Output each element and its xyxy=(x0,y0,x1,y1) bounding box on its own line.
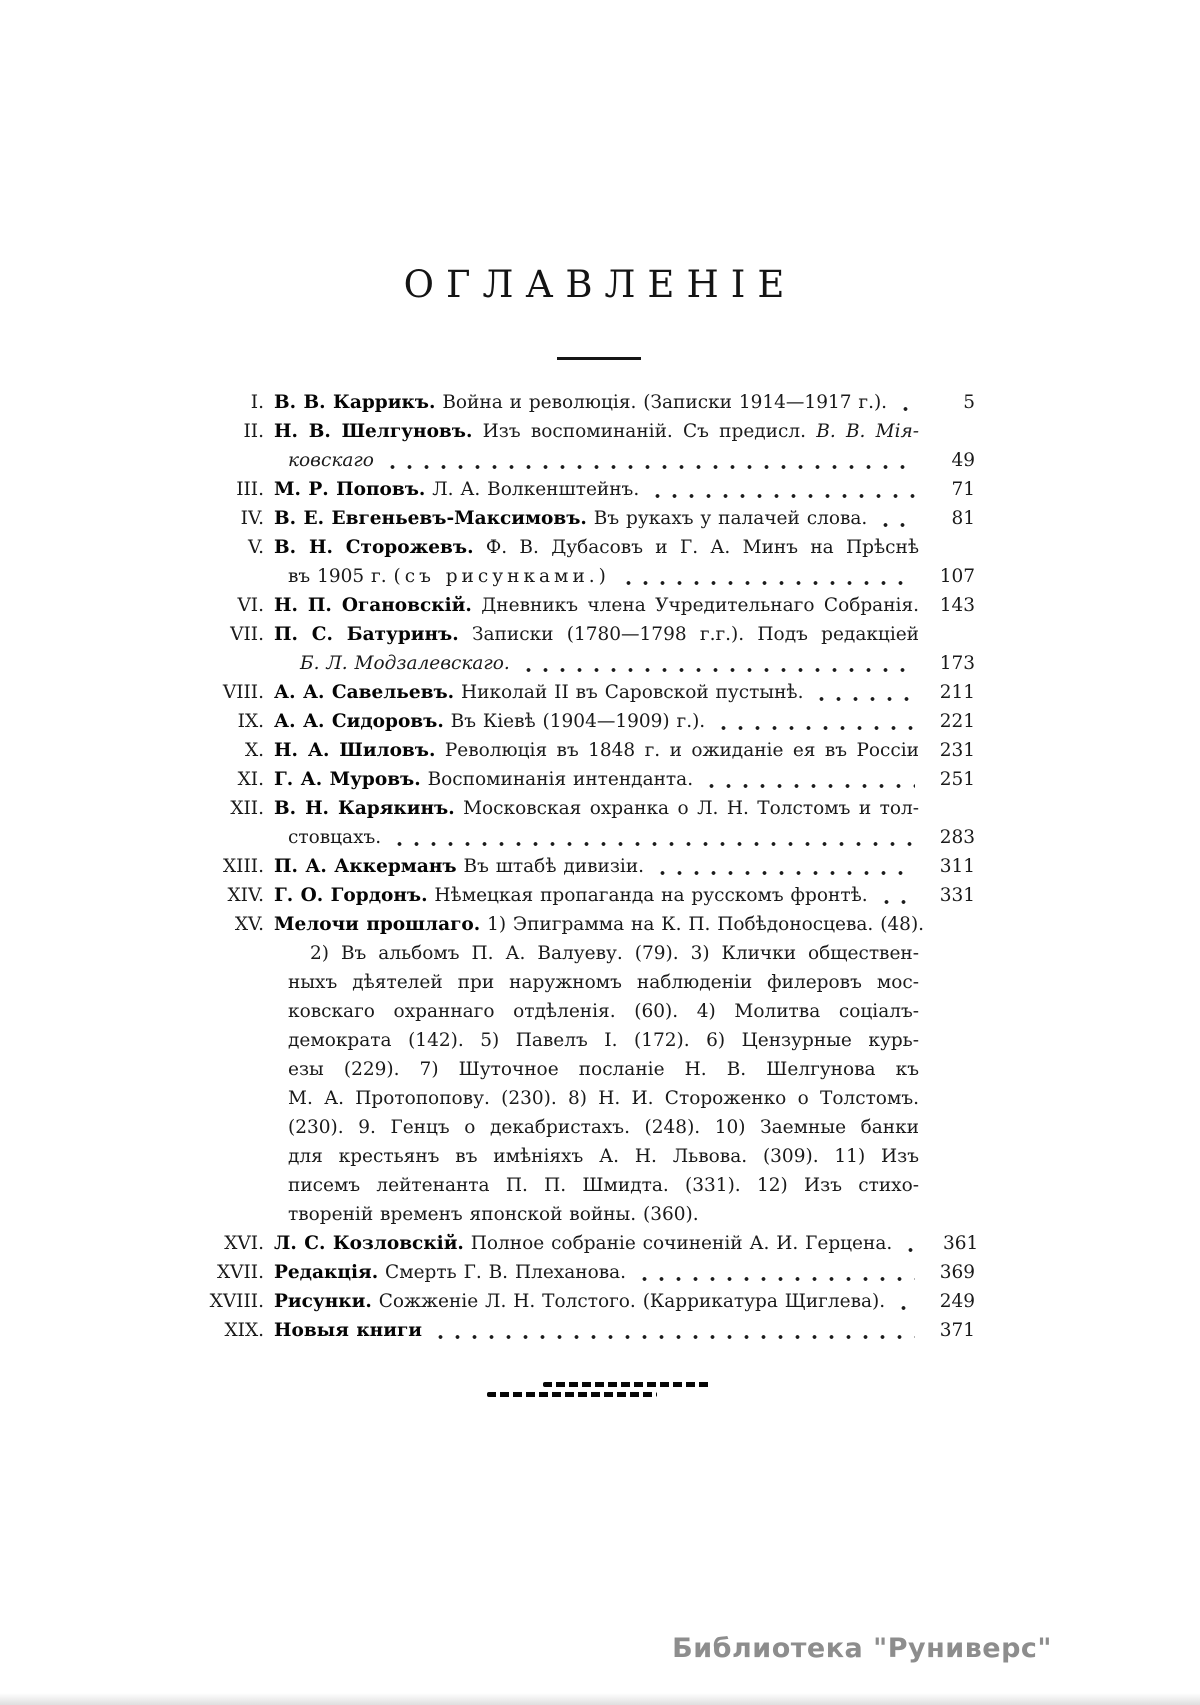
toc-text-segment: Н. П. Огановскій. xyxy=(274,595,472,616)
toc-line-text xyxy=(274,678,803,707)
toc-line-text xyxy=(274,562,610,591)
toc-line-text xyxy=(274,1142,919,1171)
toc-text-segment: въ 1905 г. xyxy=(288,566,394,587)
toc-line-page: 49 xyxy=(951,450,975,471)
toc-line-numeral: XIII. xyxy=(223,856,264,877)
toc-text-segment: А. А. Савельевъ. xyxy=(274,682,455,703)
toc-text-segment: Н. В. Шелгуновъ. xyxy=(274,421,473,442)
toc-text-segment: Ф. В. Дубасовъ и Г. А. Минъ на Прѣснѣ xyxy=(473,537,919,558)
toc-line-text xyxy=(274,1171,919,1200)
toc-line-page: 211 xyxy=(939,682,975,703)
dot-leader xyxy=(878,898,915,906)
toc-line xyxy=(186,939,975,968)
toc-line xyxy=(186,852,975,881)
toc-text-segment: Г. О. Гордонъ. xyxy=(274,885,428,906)
toc-line-text xyxy=(274,649,510,678)
toc-line-numeral: XIX. xyxy=(224,1320,264,1341)
toc-line-text xyxy=(274,736,919,765)
toc-text-segment: Война и революція. (Записки 1914—1917 г.). xyxy=(435,392,888,413)
page-edge-shadow xyxy=(0,1693,1200,1705)
toc-line-page: 311 xyxy=(939,856,975,877)
toc-text-segment: стовцахъ. xyxy=(288,827,382,848)
toc-line-text xyxy=(274,1113,919,1142)
toc-line xyxy=(186,388,975,417)
toc-line xyxy=(186,910,975,939)
toc-text-segment: П. А. Аккерманъ xyxy=(274,856,457,877)
toc-line xyxy=(186,1055,975,1084)
toc-line-numeral: V. xyxy=(247,537,264,558)
toc-text-segment: писемъ лейтенанта П. П. Шмидта. (331). 12) Изъ стихо- xyxy=(288,1175,919,1196)
toc-line-page: 283 xyxy=(939,827,975,848)
toc-text-segment: В. Н. Карякинъ. xyxy=(274,798,455,819)
toc-line xyxy=(186,1171,975,1200)
toc-line-page: 107 xyxy=(939,566,975,587)
toc-text-segment: В. Н. Сторожевъ. xyxy=(274,537,474,558)
toc-text-segment: Въ Кіевѣ (1904—1909) г.). xyxy=(443,711,706,732)
toc-line-page: 331 xyxy=(939,885,975,906)
title-rule xyxy=(557,357,641,360)
toc-line-numeral: IX. xyxy=(237,711,264,732)
toc-line-numeral: XVI. xyxy=(224,1233,264,1254)
toc-line-text xyxy=(274,997,919,1026)
toc-line-text xyxy=(274,1258,626,1287)
toc-line-numeral: VII. xyxy=(230,624,264,645)
toc-text-segment: В. Е. Евгеньевъ-Максимовъ. xyxy=(274,508,587,529)
toc-text-segment: Въ штабѣ дивизіи. xyxy=(456,856,645,877)
toc-line-text xyxy=(274,475,639,504)
toc-line-numeral: I. xyxy=(250,392,264,413)
dot-leader xyxy=(703,782,915,790)
toc-line-numeral: XII. xyxy=(230,798,264,819)
toc-line xyxy=(186,475,975,504)
toc-line xyxy=(186,1142,975,1171)
toc-line-numeral: VI. xyxy=(237,595,264,616)
toc-text-segment: Изъ воспоминаній. Съ предисл. xyxy=(472,421,817,442)
toc-line-page: 231 xyxy=(939,740,975,761)
dot-leader xyxy=(654,869,915,877)
toc-line-numeral: II. xyxy=(243,421,264,442)
toc-line-page: 5 xyxy=(963,392,975,413)
toc-line-numeral: XVII. xyxy=(216,1262,264,1283)
toc-line-text xyxy=(274,1055,919,1084)
toc-line xyxy=(186,997,975,1026)
toc-text-segment: Революція въ 1848 г. и ожиданіе ея въ Россіи xyxy=(435,740,920,761)
dot-leader xyxy=(391,840,915,848)
toc-text-segment: демократа (142). 5) Павелъ I. (172). 6) Цензурные курь- xyxy=(288,1030,919,1051)
toc-line-page: 81 xyxy=(951,508,975,529)
toc-text-segment: В. В. Каррикъ. xyxy=(274,392,436,413)
toc-line xyxy=(186,1258,975,1287)
toc-line-page: 361 xyxy=(942,1233,979,1254)
toc-line-text xyxy=(274,591,919,620)
toc-line xyxy=(186,562,975,591)
toc-text-segment: М. А. Протопопову. (230). 8) Н. И. Стороженко о Толстомъ. xyxy=(288,1088,919,1109)
page-title: ОГЛАВЛЕНІЕ xyxy=(403,263,797,306)
dot-leader xyxy=(520,666,915,674)
dot-leader xyxy=(877,521,915,529)
toc-line-page: 251 xyxy=(939,769,975,790)
toc-text-segment: Б. Л. Модзалевскаго. xyxy=(300,653,510,674)
dot-leader xyxy=(636,1275,915,1283)
toc-line-text xyxy=(274,446,374,475)
dot-leader xyxy=(384,463,915,471)
toc-line xyxy=(186,1316,975,1345)
toc-line-text xyxy=(274,852,644,881)
toc-line xyxy=(186,736,975,765)
toc-line xyxy=(186,533,975,562)
toc-text-segment: Дневникъ члена Учредительнаго Собранія. xyxy=(471,595,920,616)
toc-text-segment: П. С. Батуринъ. xyxy=(274,624,459,645)
divider-ornament xyxy=(543,1382,711,1387)
toc-line xyxy=(186,765,975,794)
toc-line-page: 221 xyxy=(939,711,975,732)
toc-text-segment: 1) Эпиграмма на К. П. Побѣдоносцева. (48). xyxy=(480,914,925,935)
toc-line-numeral: VIII. xyxy=(222,682,264,703)
toc-line-numeral: XVIII. xyxy=(209,1291,264,1312)
toc-line-text xyxy=(274,1084,919,1113)
toc-line-text xyxy=(274,533,919,562)
toc-line-text xyxy=(274,620,919,649)
toc-line xyxy=(186,504,975,533)
dot-leader xyxy=(620,579,915,587)
toc-line-text xyxy=(274,881,868,910)
toc-line-text xyxy=(274,910,925,939)
toc-line xyxy=(186,823,975,852)
toc-line-page: 173 xyxy=(939,653,975,674)
toc-text-segment: ковскаго xyxy=(288,450,374,471)
toc-text-segment: езы (229). 7) Шуточное посланіе Н. В. Шелгунова къ xyxy=(288,1059,919,1080)
toc-line xyxy=(186,1084,975,1113)
toc-line xyxy=(186,591,975,620)
toc-line-page: 369 xyxy=(939,1262,975,1283)
toc-line-page: 249 xyxy=(939,1291,975,1312)
toc-line-text xyxy=(274,1026,919,1055)
toc-line-page: 71 xyxy=(951,479,975,500)
toc-text-segment: Л. С. Козловскій. xyxy=(274,1233,464,1254)
dot-leader xyxy=(649,492,915,500)
toc-line-text xyxy=(274,939,919,968)
toc-line xyxy=(186,1229,979,1258)
table-of-contents xyxy=(186,388,979,1345)
dot-leader xyxy=(902,1246,918,1254)
toc-text-segment: 2) Въ альбомъ П. А. Валуеву. (79). 3) Клички обществен- xyxy=(310,943,919,964)
toc-text-segment: Николай II въ Саровской пустынѣ. xyxy=(454,682,804,703)
toc-text-segment: М. Р. Поповъ. xyxy=(274,479,426,500)
toc-text-segment: Л. А. Волкенштейнъ. xyxy=(425,479,640,500)
toc-line-numeral: XI. xyxy=(237,769,264,790)
dot-leader xyxy=(895,1304,915,1312)
toc-text-segment: Смерть Г. В. Плеханова. xyxy=(378,1262,627,1283)
toc-text-segment: Московская охранка о Л. Н. Толстомъ и тол- xyxy=(454,798,919,819)
toc-line-numeral: III. xyxy=(236,479,264,500)
toc-line-text xyxy=(274,1316,422,1345)
toc-text-segment: Нѣмецкая пропаганда на русскомъ фронтѣ. xyxy=(427,885,868,906)
toc-text-segment: А. А. Сидоровъ. xyxy=(274,711,444,732)
toc-line-text xyxy=(274,968,919,997)
toc-line xyxy=(186,1026,975,1055)
watermark: Библиотека "Руниверс" xyxy=(672,1633,1052,1664)
toc-text-segment: Въ рукахъ у палачей слова. xyxy=(586,508,868,529)
toc-text-segment: (230). 9. Генцъ о декабристахъ. (248). 10) Заемные банки xyxy=(288,1117,919,1138)
toc-line xyxy=(186,446,975,475)
toc-text-segment: Рисунки. xyxy=(274,1291,372,1312)
toc-text-segment: Записки (1780—1798 г.г.). Подъ редакціей xyxy=(458,624,920,645)
toc-line xyxy=(186,1287,975,1316)
toc-text-segment: (съ рисунками.) xyxy=(393,566,610,587)
toc-line-page: 143 xyxy=(939,595,975,616)
dot-leader xyxy=(715,724,915,732)
toc-text-segment: Сожженіе Л. Н. Толстого. (Каррикатура Щиглева). xyxy=(371,1291,886,1312)
toc-line-text xyxy=(274,707,705,736)
toc-line xyxy=(186,620,975,649)
toc-text-segment: В. В. Мія- xyxy=(816,421,920,442)
toc-text-segment: для крестьянъ въ имѣніяхъ А. Н. Львова. (309). 11) Изъ xyxy=(288,1146,919,1167)
toc-line-text xyxy=(274,388,887,417)
dot-leader xyxy=(813,695,915,703)
dot-leader xyxy=(897,405,915,413)
toc-line xyxy=(186,649,975,678)
toc-line-numeral: IV. xyxy=(240,508,264,529)
toc-line-text xyxy=(274,1287,885,1316)
toc-text-segment: ныхъ дѣятелей при наружномъ наблюденіи филеровъ мос- xyxy=(288,972,919,993)
toc-line xyxy=(186,881,975,910)
toc-line-text xyxy=(274,417,919,446)
toc-line-text xyxy=(274,765,693,794)
toc-line xyxy=(186,968,975,997)
toc-line-text xyxy=(274,794,919,823)
toc-line xyxy=(186,707,975,736)
toc-text-segment: Новыя книги xyxy=(274,1320,423,1341)
toc-text-segment: Мелочи прошлаго. xyxy=(274,914,481,935)
toc-line xyxy=(186,1113,975,1142)
dot-leader xyxy=(432,1333,915,1341)
toc-line xyxy=(186,1200,975,1229)
toc-text-segment: твореній временъ японской войны. (360). xyxy=(288,1204,699,1225)
toc-line-numeral: XV. xyxy=(234,914,264,935)
toc-text-segment: Воспоминанія интенданта. xyxy=(420,769,694,790)
toc-text-segment: ковскаго охраннаго отдѣленія. (60). 4) Молитва соціалъ- xyxy=(288,1001,919,1022)
toc-text-segment: Н. А. Шиловъ. xyxy=(274,740,436,761)
toc-line xyxy=(186,417,975,446)
toc-text-segment: Г. А. Муровъ. xyxy=(274,769,421,790)
toc-line xyxy=(186,794,975,823)
toc-text-segment: Редакція. xyxy=(274,1262,379,1283)
toc-text-segment: Полное собраніе сочиненій А. И. Герцена. xyxy=(463,1233,893,1254)
toc-line-text xyxy=(274,823,381,852)
toc-line-numeral: XIV. xyxy=(227,885,264,906)
divider-ornament xyxy=(487,1392,657,1397)
toc-line-text xyxy=(274,1229,892,1258)
toc-line-text xyxy=(274,1200,699,1229)
toc-line xyxy=(186,678,975,707)
toc-line-numeral: X. xyxy=(244,740,264,761)
toc-line-page: 371 xyxy=(939,1320,975,1341)
toc-line-text xyxy=(274,504,867,533)
